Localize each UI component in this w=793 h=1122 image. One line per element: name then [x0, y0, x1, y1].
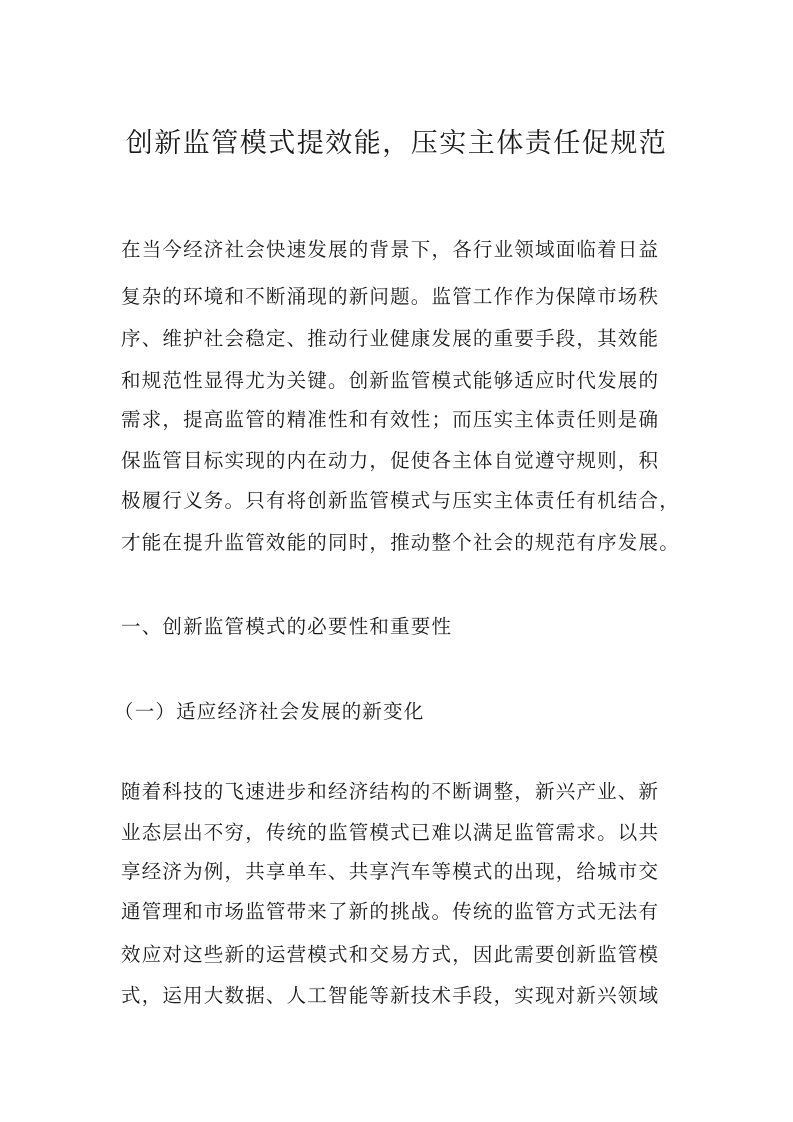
section-heading: 一、创新监管模式的必要性和重要性	[121, 615, 453, 638]
intro-line-4: 和规范性显得尤为关键。创新监管模式能够适应时代发展的	[121, 369, 660, 392]
body-line-1: 随着科技的飞速进步和经济结构的不断调整，新兴产业、新	[121, 780, 660, 803]
document-title: 创新监管模式提效能，压实主体责任促规范	[125, 128, 668, 159]
intro-line-6: 保监管目标实现的内在动力，促使各主体自觉遵守规则，积	[121, 449, 660, 472]
body-line-5: 效应对这些新的运营模式和交易方式，因此需要创新监管模	[121, 943, 660, 966]
intro-line-5: 需求，提高监管的精准性和有效性；而压实主体责任则是确	[121, 408, 660, 431]
body-line-2: 业态层出不穷，传统的监管模式已难以满足监管需求。以共	[121, 821, 660, 844]
body-line-3: 享经济为例，共享单车、共享汽车等模式的出现，给城市交	[121, 860, 660, 883]
body-line-6: 式，运用大数据、人工智能等新技术手段，实现对新兴领域	[121, 984, 660, 1007]
subsection-heading: （一）适应经济社会发展的新变化	[114, 700, 425, 723]
intro-line-2: 复杂的环境和不断涌现的新问题。监管工作作为保障市场秩	[121, 285, 660, 308]
body-line-4: 通管理和市场监管带来了新的挑战。传统的监管方式无法有	[121, 900, 660, 923]
intro-line-7: 极履行义务。只有将创新监管模式与压实主体责任有机结合，	[121, 489, 680, 512]
intro-line-3: 序、维护社会稳定、推动行业健康发展的重要手段，其效能	[121, 327, 660, 350]
intro-line-1: 在当今经济社会快速发展的背景下，各行业领域面临着日益	[121, 238, 660, 261]
intro-line-8: 才能在提升监管效能的同时，推动整个社会的规范有序发展。	[121, 531, 680, 554]
